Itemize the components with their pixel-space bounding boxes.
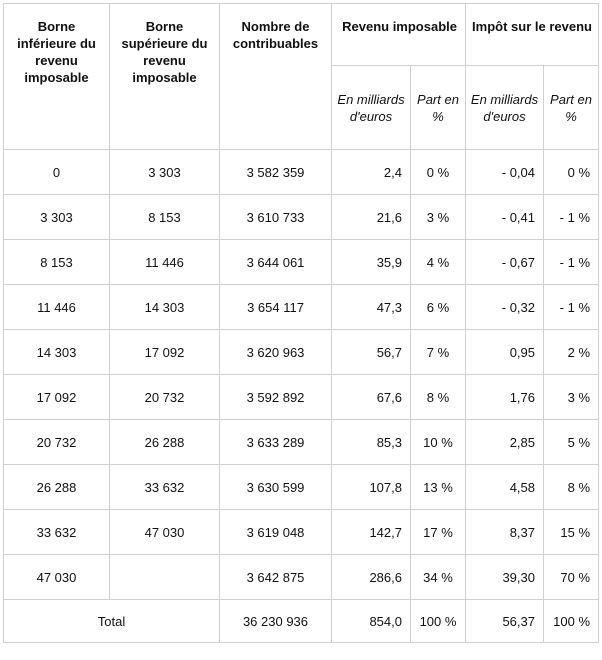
cell-upper-bound — [110, 555, 220, 600]
cell-lower-bound: 33 632 — [4, 510, 110, 555]
subheader-income-billions: En milliards d'euros — [332, 66, 411, 150]
cell-tax-billions: - 0,41 — [466, 195, 544, 240]
cell-tax-share: 15 % — [544, 510, 599, 555]
header-lower-bound: Borne inférieure du revenu imposable — [4, 4, 110, 150]
cell-taxpayer-count: 3 620 963 — [220, 330, 332, 375]
table-row — [4, 150, 599, 195]
cell-lower-bound: 3 303 — [4, 195, 110, 240]
cell-tax-share: 70 % — [544, 555, 599, 600]
cell-income-share: 6 % — [411, 285, 466, 330]
table-row — [4, 285, 599, 330]
cell-tax-billions: 2,85 — [466, 420, 544, 465]
cell-income-share: 7 % — [411, 330, 466, 375]
cell-income-billions: 85,3 — [332, 420, 411, 465]
cell-income-share: 3 % — [411, 195, 466, 240]
cell-tax-billions: 4,58 — [466, 465, 544, 510]
cell-lower-bound: 0 — [4, 150, 110, 195]
cell-tax-billions: - 0,04 — [466, 150, 544, 195]
header-taxpayer-count: Nombre de contribuables — [220, 4, 332, 150]
cell-tax-share: 8 % — [544, 465, 599, 510]
cell-tax-share: 0 % — [544, 150, 599, 195]
cell-lower-bound: 20 732 — [4, 420, 110, 465]
total-tax-billions: 56,37 — [466, 600, 544, 643]
cell-income-billions: 286,6 — [332, 555, 411, 600]
cell-upper-bound: 33 632 — [110, 465, 220, 510]
table-row — [4, 555, 599, 600]
table-row — [4, 510, 599, 555]
cell-tax-share: 2 % — [544, 330, 599, 375]
cell-tax-share: 5 % — [544, 420, 599, 465]
header-row — [4, 4, 599, 66]
cell-income-share: 4 % — [411, 240, 466, 285]
cell-tax-billions: 1,76 — [466, 375, 544, 420]
cell-taxpayer-count: 3 619 048 — [220, 510, 332, 555]
cell-lower-bound: 47 030 — [4, 555, 110, 600]
cell-upper-bound: 17 092 — [110, 330, 220, 375]
total-taxpayer-count: 36 230 936 — [220, 600, 332, 643]
total-row — [4, 600, 599, 643]
cell-income-share: 34 % — [411, 555, 466, 600]
subheader-tax-share: Part en % — [544, 66, 599, 150]
cell-taxpayer-count: 3 642 875 — [220, 555, 332, 600]
table-row — [4, 330, 599, 375]
cell-tax-share: - 1 % — [544, 195, 599, 240]
subheader-tax-billions: En milliards d'euros — [466, 66, 544, 150]
header-taxable-income: Revenu imposable — [332, 4, 466, 66]
cell-taxpayer-count: 3 633 289 — [220, 420, 332, 465]
cell-lower-bound: 14 303 — [4, 330, 110, 375]
cell-tax-billions: - 0,32 — [466, 285, 544, 330]
cell-tax-share: - 1 % — [544, 285, 599, 330]
cell-income-billions: 107,8 — [332, 465, 411, 510]
cell-upper-bound: 8 153 — [110, 195, 220, 240]
cell-upper-bound: 14 303 — [110, 285, 220, 330]
cell-income-share: 17 % — [411, 510, 466, 555]
cell-tax-share: - 1 % — [544, 240, 599, 285]
cell-taxpayer-count: 3 630 599 — [220, 465, 332, 510]
cell-taxpayer-count: 3 654 117 — [220, 285, 332, 330]
cell-income-share: 0 % — [411, 150, 466, 195]
cell-income-billions: 142,7 — [332, 510, 411, 555]
cell-taxpayer-count: 3 644 061 — [220, 240, 332, 285]
cell-taxpayer-count: 3 610 733 — [220, 195, 332, 240]
cell-income-share: 8 % — [411, 375, 466, 420]
table-row — [4, 420, 599, 465]
cell-income-billions: 2,4 — [332, 150, 411, 195]
cell-upper-bound: 3 303 — [110, 150, 220, 195]
cell-income-billions: 35,9 — [332, 240, 411, 285]
total-income-billions: 854,0 — [332, 600, 411, 643]
income-tax-table — [3, 3, 599, 643]
cell-lower-bound: 17 092 — [4, 375, 110, 420]
cell-upper-bound: 20 732 — [110, 375, 220, 420]
table-row — [4, 465, 599, 510]
cell-lower-bound: 26 288 — [4, 465, 110, 510]
cell-income-share: 10 % — [411, 420, 466, 465]
cell-taxpayer-count: 3 592 892 — [220, 375, 332, 420]
total-income-share: 100 % — [411, 600, 466, 643]
table-row — [4, 375, 599, 420]
cell-upper-bound: 11 446 — [110, 240, 220, 285]
cell-income-billions: 47,3 — [332, 285, 411, 330]
cell-upper-bound: 26 288 — [110, 420, 220, 465]
cell-taxpayer-count: 3 582 359 — [220, 150, 332, 195]
cell-income-billions: 56,7 — [332, 330, 411, 375]
cell-income-share: 13 % — [411, 465, 466, 510]
cell-tax-billions: - 0,67 — [466, 240, 544, 285]
cell-lower-bound: 8 153 — [4, 240, 110, 285]
cell-tax-share: 3 % — [544, 375, 599, 420]
total-label: Total — [4, 600, 220, 643]
total-tax-share: 100 % — [544, 600, 599, 643]
cell-tax-billions: 39,30 — [466, 555, 544, 600]
income-tax-table-container — [3, 3, 602, 643]
header-income-tax: Impôt sur le revenu — [466, 4, 599, 66]
header-upper-bound: Borne supérieure du revenu imposable — [110, 4, 220, 150]
cell-income-billions: 67,6 — [332, 375, 411, 420]
table-row — [4, 195, 599, 240]
table-row — [4, 240, 599, 285]
cell-upper-bound: 47 030 — [110, 510, 220, 555]
cell-income-billions: 21,6 — [332, 195, 411, 240]
cell-tax-billions: 0,95 — [466, 330, 544, 375]
cell-tax-billions: 8,37 — [466, 510, 544, 555]
cell-lower-bound: 11 446 — [4, 285, 110, 330]
subheader-income-share: Part en % — [411, 66, 466, 150]
